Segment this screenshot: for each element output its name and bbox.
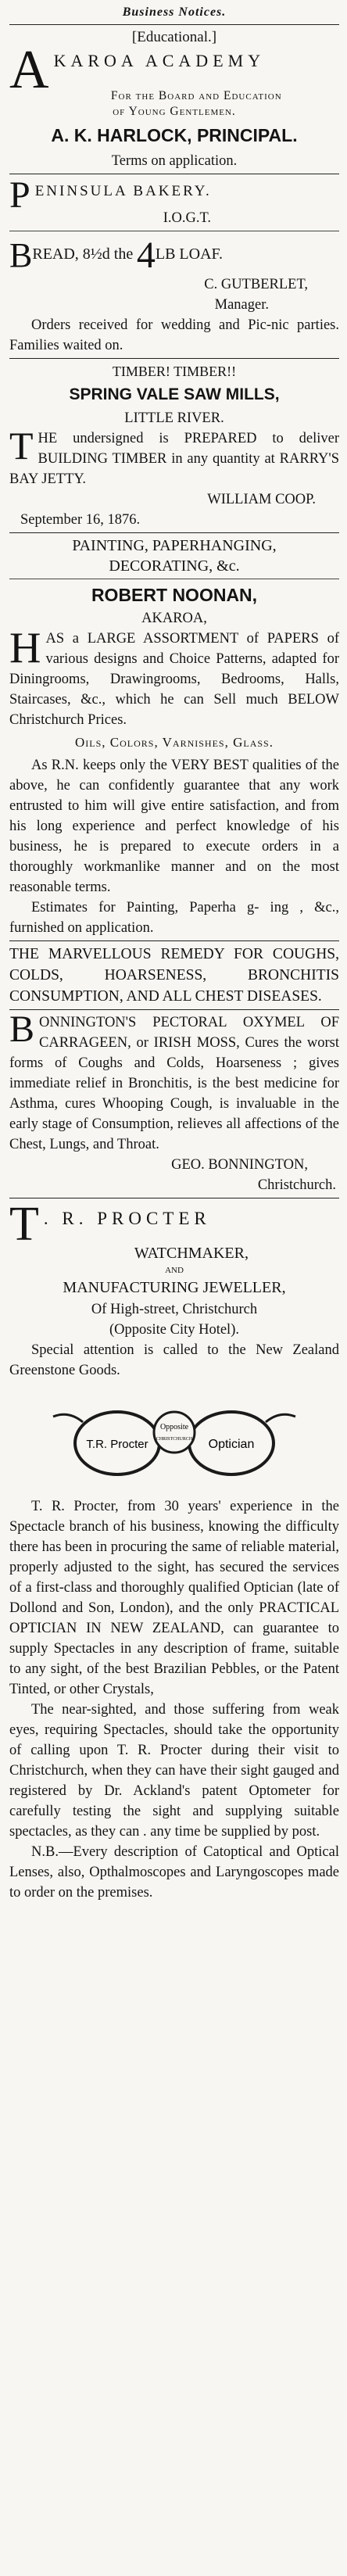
bread-text: READ, 8½d the	[32, 245, 134, 263]
timber-date: September 16, 1876.	[20, 512, 141, 528]
timber-place: LITTLE RIVER.	[124, 410, 224, 426]
four: 4	[136, 234, 156, 276]
procter-addr2: (Opposite City Hotel).	[109, 1322, 239, 1338]
remedy-text: THE MARVELLOUS REMEDY FOR COUGHS, COLDS, HOARSENESS, BRONCHITIS CONSUMPTION, AND ALL CHEST DISEASES.	[9, 946, 339, 1005]
procter-title	[9, 1198, 339, 1251]
procter-addr1: Of High-street, Christchurch	[91, 1302, 258, 1317]
academy-line1: For the Board and Education	[110, 89, 282, 102]
logo-mid-bottom: CHRISTCHURCH	[156, 1437, 193, 1442]
ad-academy	[9, 27, 339, 171]
procter-para3: N.B.—Every description of Catoptical and Optical Lenses, also, Opthalmoscopes and Laryngoscopes made to order on the premises.	[9, 1844, 339, 1901]
procter-para2: The near-sighted, and those suffering from weak eyes, requiring Spectacles, should take the opportunity of calling upon T. R. Procter during their visit to Christchurch, when they can have their sight gauged and registered by Dr. Ackland's patent Optometer for carefully testing the sight and supplying suitable spectacles, as they can . any time be supplied by post.	[9, 1702, 339, 1840]
procter-name: . R. PROCTER	[43, 1209, 211, 1228]
loaf-text: LB LOAF.	[155, 245, 224, 263]
procter-and: AND	[165, 1266, 184, 1275]
divider	[9, 24, 339, 25]
procter-role2: MANUFACTURING JEWELLER,	[63, 1279, 286, 1296]
ad-painting	[9, 536, 339, 938]
drop-cap: T	[9, 424, 34, 468]
ad-bonnington	[9, 1009, 339, 1195]
ad-procter	[9, 1198, 339, 1903]
procter-para1: T. R. Procter, from 30 years' experience in the Spectacle branch of his business, knowing the difficulty there has been in procuring the same of reliable material, properly adjusted to the sight, has secured the services of a first-class and thoroughly qualified Optician (late of Dollond and Son, London), and the only PRACTICAL OPTICIAN IN NEW ZEALAND, can guarantee to supply Spectacles in any description of frame, suitable to any sight, of the best Brazilian Pebbles, or the Patent Tinted, or other Crystals,	[9, 1499, 339, 1697]
logo-left: T.R. Procter	[86, 1438, 148, 1451]
section-label: [Educational.]	[131, 29, 217, 45]
bakery-orders: Orders received for wedding and Pic-nic parties. Families waited on.	[9, 317, 339, 353]
painting-head1: PAINTING, PAPERHANGING,	[72, 537, 277, 554]
timber-text: HE undersigned is PREPARED to deliver BUILDING TIMBER in any quantity at RARRY'S BAY JETTY.	[9, 431, 339, 487]
painting-para2: Estimates for Painting, Paperha g- ing , &c., furnished on application.	[9, 900, 339, 936]
academy-terms: Terms on application.	[111, 153, 238, 169]
divider	[9, 358, 339, 359]
drop-cap: B	[9, 235, 33, 274]
spectacles-logo	[9, 1387, 339, 1489]
drop-cap: H	[9, 624, 41, 672]
bonnington-signer: GEO. BONNINGTON,	[171, 1157, 308, 1173]
ad-timber	[9, 361, 339, 530]
bakery-bread	[9, 234, 339, 274]
academy-principal: A. K. HARLOCK, PRINCIPAL.	[51, 125, 298, 145]
bakery-title	[9, 174, 339, 216]
painting-name: ROBERT NOONAN,	[91, 585, 258, 605]
timber-signer: WILLIAM COOP.	[207, 492, 316, 507]
procter-role1: WATCHMAKER,	[134, 1245, 249, 1262]
procter-special: Special attention is called to the New Zealand Greenstone Goods.	[9, 1342, 339, 1378]
drop-cap: T	[9, 1198, 39, 1251]
timber-name: SPRING VALE SAW MILLS,	[69, 385, 280, 403]
bonnington-body	[9, 1009, 339, 1155]
divider	[9, 940, 339, 941]
divider	[9, 532, 339, 533]
painting-text: AS a LARGE ASSORTMENT of PAPERS of various designs and Choice Patterns, adapted for Diningrooms, Drawingrooms, Bedrooms, Halls, Staircases, &c., which he can Sell much BELOW Christchurch Prices.	[9, 631, 339, 728]
page-header: Business Notices.	[122, 5, 227, 19]
drop-cap: A	[9, 40, 49, 100]
bakery-iogt: I.O.G.T.	[163, 210, 211, 226]
painting-body	[9, 624, 339, 730]
timber-body	[9, 424, 339, 489]
logo-mid-top: Opposite	[159, 1423, 189, 1431]
divider	[9, 1009, 339, 1010]
painting-oils: Oils, Colors, Varnishes, Glass.	[75, 735, 274, 750]
painting-head2: DECORATING, &c.	[109, 557, 240, 575]
spectacles-icon	[45, 1387, 303, 1489]
bakery-role: Manager.	[214, 297, 269, 313]
academy-name: KAROA ACADEMY	[53, 51, 266, 70]
bonnington-text: ONNINGTON'S PECTORAL OXYMEL OF CARRAGEEN, or IRISH MOSS, Cures the worst forms of Coughs and Colds, Hoarseness ; gives immediate relief in Bronchitis, is the best medicine for Asthma, cures Whooping Cough, is invaluable in the early stage of Consumption, relieves all affections of the Chest, Lungs, and Throat.	[9, 1015, 339, 1152]
ad-remedy	[9, 944, 339, 1007]
drop-cap: B	[9, 1009, 35, 1050]
bonnington-place: Christchurch.	[257, 1177, 336, 1193]
painting-para1: As R.N. keeps only the VERY BEST qualities of the above, he can confidently guarantee that any work entrusted to him will give entire satisfaction, and from his long experience and perfect knowledge of his business, he is prepared to execute orders in a thoroughly workmanlike manner and on the most reasonable terms.	[9, 758, 339, 895]
bakery-name: ENINSULA BAKERY.	[34, 183, 212, 199]
timber-head: TIMBER! TIMBER!!	[112, 364, 237, 379]
academy-line2: of Young Gentlemen.	[113, 105, 236, 118]
painting-place: AKAROA,	[141, 611, 207, 626]
logo-right: Optician	[208, 1438, 255, 1451]
bakery-proprietor: C. GUTBERLET,	[204, 277, 308, 292]
ad-bakery	[9, 174, 339, 356]
drop-cap: P	[9, 174, 30, 216]
